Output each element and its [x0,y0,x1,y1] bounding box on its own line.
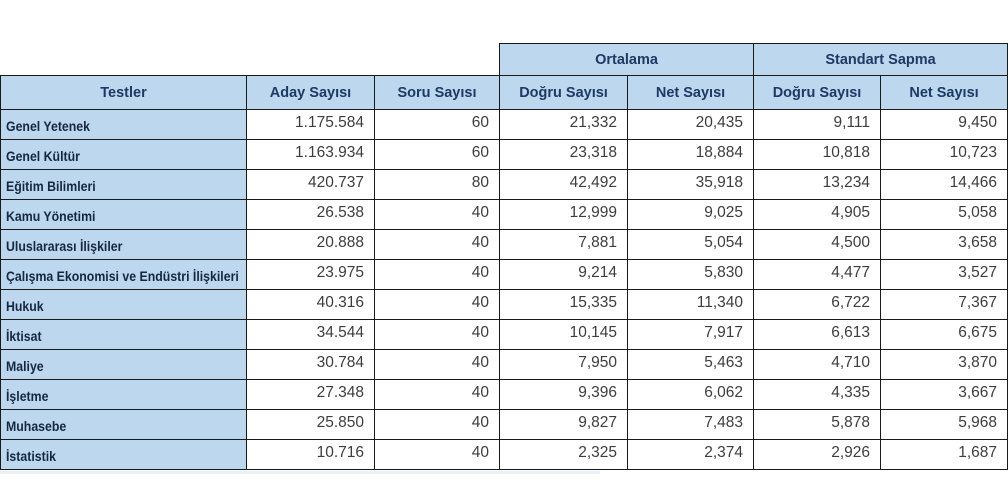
column-header-aday-sayisi: Aday Sayısı [247,76,375,110]
cell-ortalama-net: 7,483 [628,410,754,440]
cell-aday-sayisi: 34.544 [247,320,375,350]
table-row [1,110,1008,140]
cell-soru-sayisi: 40 [375,380,500,410]
cell-ortalama-dogru: 9,214 [500,260,628,290]
cutoff-next-element-strip [0,471,600,474]
cell-aday-sayisi: 420.737 [247,170,375,200]
cell-aday-sayisi: 40.316 [247,290,375,320]
table-row [1,230,1008,260]
column-header-row [1,76,1008,110]
table-row [1,140,1008,170]
cell-ss-net: 5,058 [881,200,1008,230]
row-label-text: İstatistik [6,448,56,464]
cell-ss-dogru: 4,500 [754,230,881,260]
row-label-text: Kamu Yönetimi [6,208,96,224]
cell-ortalama-net: 11,340 [628,290,754,320]
cell-ortalama-net: 9,025 [628,200,754,230]
row-label [1,200,247,230]
cell-ortalama-net: 7,917 [628,320,754,350]
table-row [1,170,1008,200]
cell-ortalama-net: 20,435 [628,110,754,140]
cell-aday-sayisi: 25.850 [247,410,375,440]
row-label-text: Genel Yetenek [6,118,91,134]
cell-soru-sayisi: 60 [375,140,500,170]
cell-ortalama-net: 6,062 [628,380,754,410]
cell-ss-net: 10,723 [881,140,1008,170]
row-label [1,170,247,200]
cell-ss-dogru: 4,710 [754,350,881,380]
cell-ss-net: 1,687 [881,440,1008,470]
row-label-text: İktisat [6,328,42,344]
cell-ss-dogru: 4,335 [754,380,881,410]
cell-soru-sayisi: 40 [375,260,500,290]
cell-ortalama-dogru: 9,396 [500,380,628,410]
cell-ortalama-net: 2,374 [628,440,754,470]
column-header-ss-dogru: Doğru Sayısı [754,76,881,110]
cell-ortalama-net: 35,918 [628,170,754,200]
cell-ss-dogru: 13,234 [754,170,881,200]
cell-ss-net: 3,658 [881,230,1008,260]
cell-ortalama-dogru: 10,145 [500,320,628,350]
cell-ss-dogru: 4,477 [754,260,881,290]
table-row [1,440,1008,470]
cell-ortalama-dogru: 7,950 [500,350,628,380]
cell-aday-sayisi: 30.784 [247,350,375,380]
row-label-text: Çalışma Ekonomisi ve Endüstri İlişkileri [6,268,239,284]
row-label-text: Eğitim Bilimleri [6,178,96,194]
cell-ortalama-dogru: 15,335 [500,290,628,320]
group-header-row [1,44,1008,76]
cell-ss-net: 3,527 [881,260,1008,290]
group-header-standart-sapma: Standart Sapma [754,44,1008,76]
cell-aday-sayisi: 1.163.934 [247,140,375,170]
cell-ss-net: 5,968 [881,410,1008,440]
cell-soru-sayisi: 80 [375,170,500,200]
row-label [1,290,247,320]
exam-statistics-table [0,43,1008,470]
cell-ss-dogru: 4,905 [754,200,881,230]
column-header-testler: Testler [1,76,247,110]
group-header-spacer [1,44,500,76]
cell-ortalama-dogru: 9,827 [500,410,628,440]
table-row [1,200,1008,230]
row-label [1,110,247,140]
cell-ortalama-dogru: 7,881 [500,230,628,260]
table-row [1,320,1008,350]
column-header-soru-sayisi: Soru Sayısı [375,76,500,110]
row-label [1,230,247,260]
row-label-text: Maliye [6,358,44,374]
column-header-ortalama-dogru: Doğru Sayısı [500,76,628,110]
table-body [1,110,1008,470]
cell-soru-sayisi: 40 [375,290,500,320]
cell-ortalama-dogru: 42,492 [500,170,628,200]
cell-soru-sayisi: 40 [375,440,500,470]
column-header-ss-net: Net Sayısı [881,76,1008,110]
table-row [1,260,1008,290]
row-label [1,350,247,380]
row-label-text: Genel Kültür [6,148,80,164]
cell-ortalama-net: 5,830 [628,260,754,290]
row-label-text: Uluslararası İlişkiler [6,238,123,254]
cell-ss-dogru: 10,818 [754,140,881,170]
row-label [1,380,247,410]
cell-soru-sayisi: 40 [375,230,500,260]
cell-ss-net: 3,667 [881,380,1008,410]
cell-ortalama-dogru: 12,999 [500,200,628,230]
cell-aday-sayisi: 20.888 [247,230,375,260]
cell-ss-net: 6,675 [881,320,1008,350]
row-label-text: İşletme [6,388,49,404]
row-label [1,410,247,440]
cell-ortalama-dogru: 23,318 [500,140,628,170]
cell-ortalama-dogru: 21,332 [500,110,628,140]
cell-aday-sayisi: 23.975 [247,260,375,290]
cell-ss-net: 14,466 [881,170,1008,200]
row-label [1,440,247,470]
cell-ss-dogru: 5,878 [754,410,881,440]
cell-ss-net: 7,367 [881,290,1008,320]
cell-soru-sayisi: 40 [375,320,500,350]
cell-soru-sayisi: 40 [375,200,500,230]
cell-ss-dogru: 2,926 [754,440,881,470]
cell-aday-sayisi: 10.716 [247,440,375,470]
group-header-ortalama: Ortalama [500,44,754,76]
row-label-text: Muhasebe [6,418,67,434]
column-header-ortalama-net: Net Sayısı [628,76,754,110]
cell-ortalama-net: 18,884 [628,140,754,170]
cell-aday-sayisi: 1.175.584 [247,110,375,140]
cell-aday-sayisi: 26.538 [247,200,375,230]
cell-ortalama-net: 5,463 [628,350,754,380]
cell-ss-net: 9,450 [881,110,1008,140]
cell-soru-sayisi: 40 [375,410,500,440]
cell-soru-sayisi: 40 [375,350,500,380]
cell-ss-dogru: 9,111 [754,110,881,140]
table-row [1,410,1008,440]
cell-ortalama-dogru: 2,325 [500,440,628,470]
table-row [1,380,1008,410]
row-label-text: Hukuk [6,298,44,314]
cell-ss-dogru: 6,613 [754,320,881,350]
cell-aday-sayisi: 27.348 [247,380,375,410]
row-label [1,320,247,350]
cell-ss-dogru: 6,722 [754,290,881,320]
row-label [1,140,247,170]
cell-ss-net: 3,870 [881,350,1008,380]
table-row [1,290,1008,320]
cell-soru-sayisi: 60 [375,110,500,140]
table-row [1,350,1008,380]
cell-ortalama-net: 5,054 [628,230,754,260]
row-label [1,260,247,290]
